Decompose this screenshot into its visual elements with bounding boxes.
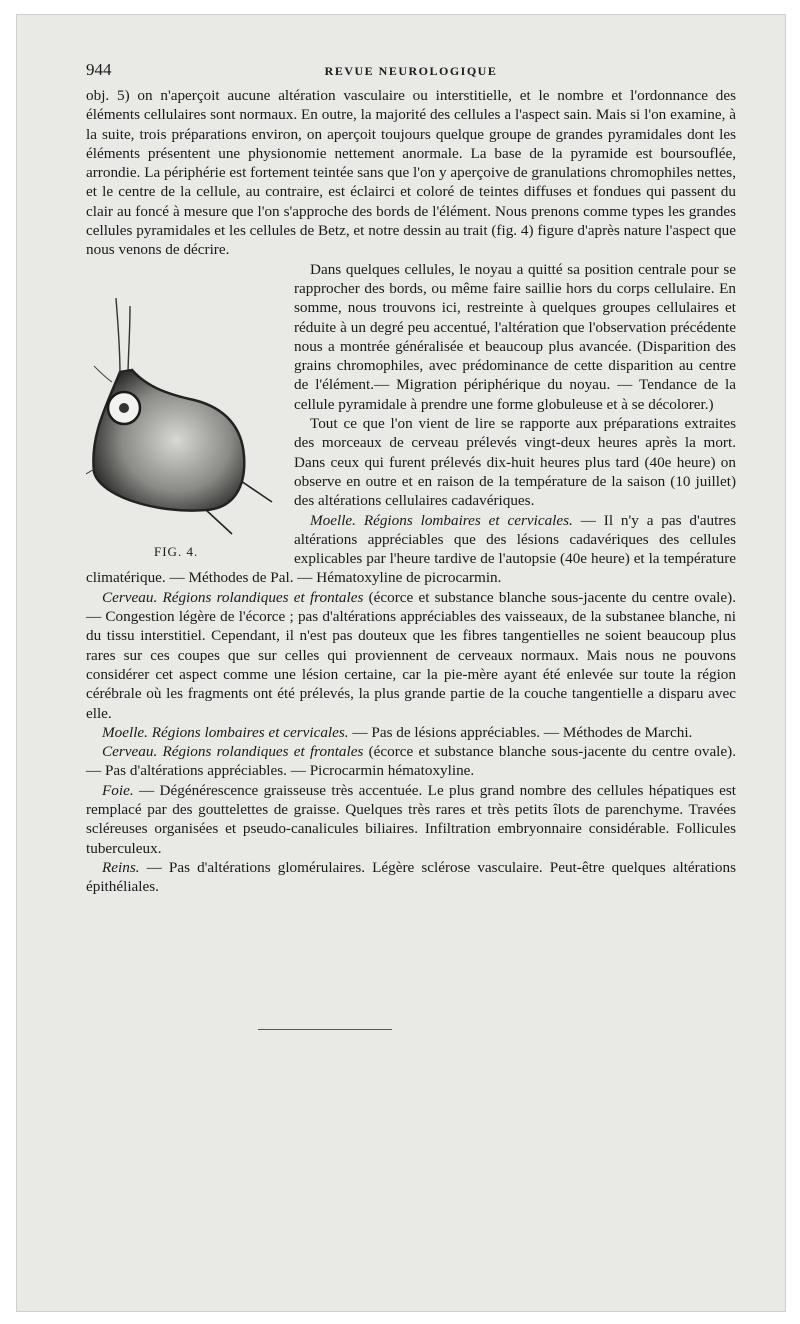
paragraph: Dans quelques cellules, le noyau a quitté sa position centrale pour se rapprocher des bords, ou même faire saillie hors du corps cellulaire. En somme, nous trouvons ici, restreinte à quelques groupes cellulaires et réduite à un degré peu accentué, l'altération que l'observation précédente nous a montrée généralisée et beaucoup plus avancée. (Disparition des grains chromophiles, avec prédominance de cette disparition au centre de l'élément.— Migration périphérique du noyau. — Tendance de la cellule pyramidale à prendre une forme globuleuse et à se décolorer.)	[294, 260, 736, 413]
paragraph: obj. 5) on n'aperçoit aucune altération vasculaire ou interstitielle, et le nombre et l'ordonnance des éléments cellulaires sont normaux. En outre, la majorité des cellules a l'aspect sain. Mais si l'on examine, à la suite, trois préparations environ, on aperçoit toujours quelque groupe de grandes pyramidales dont les éléments présentent une physionomie nettement anormale. La base de la pyramide est boursouflée, arrondie. La périphérie est fortement teintée sans que l'on y aperçoive de granulations chromophiles nettes, et le centre de la cellule, au contraire, est éclairci et coloré de teintes diffuses et fondues qui passent du clair au foncé à mesure que l'on s'approche des bords de l'élément. Nous prenons comme types les grandes cellules pyramidales et les cellules de Betz, et notre dessin au trait (fig. 4) figure d'après nature l'aspect que nous venons de décrire.	[86, 87, 736, 259]
section-body: — Pas de lésions appréciables. — Méthodes de Marchi.	[348, 723, 693, 741]
section-body: (écorce et substance blanche sous-jacente du centre ovale). — Pas d'altérations appréciables. — Picrocarmin hématoxyline.	[86, 743, 736, 780]
section-moelle-2	[86, 723, 736, 742]
figure-4	[82, 260, 288, 559]
running-head: REVUE NEUROLOGIQUE	[324, 64, 498, 78]
pyramidal-cell-drawing	[86, 296, 276, 536]
section-title: Moelle. Régions lombaires et cervicales.	[310, 511, 573, 529]
section-title: Moelle. Régions lombaires et cervicales.	[102, 723, 349, 741]
page-number: 944	[86, 60, 112, 79]
section-title: Foie.	[102, 781, 134, 799]
page-header	[86, 60, 736, 86]
section-cerveau-1	[86, 588, 736, 723]
section-foie	[86, 781, 736, 858]
paragraph: Tout ce que l'on vient de lire se rapporte aux préparations extraites des morceaux de cerveau prélevés vingt-deux heures après la mort. Dans ceux qui furent prélevés dix-huit heures plus tard (40e heure) on observe en outre et en raison de la température de la saison (10 juillet) des altérations cellulaires cadavériques.	[294, 415, 736, 510]
body-text	[86, 86, 736, 896]
section-title: Cerveau. Régions rolandiques et frontales	[102, 588, 364, 606]
section-reins	[86, 858, 736, 897]
closing-rule	[258, 1029, 392, 1030]
section-body: — Il n'y a pas d'autres altérations appréciables que des lésions cadavériques des cellules explicables par l'heure tardive de l'autopsie (40e heure) et la température climatérique. — Méthodes de Pal. — Hématoxyline de picrocarmin.	[86, 511, 737, 587]
section-body: (écorce et substance blanche sous-jacente du centre ovale). — Congestion légère de l'écorce ; pas d'altérations appréciables des vaisseaux, de la substanee blanche, ni du tissu interstitiel. Cependant, il n'est pas douteux que les fibres tangentielles ne soient beaucoup plus rares sur ces coupes que sur celles qui proviennent de cerveaux normaux. Mais nous ne pouvons considérer cet aspect comme une lésion certaine, car la pie-mère ayant été enlevée sur toute la région cérébrale où les fragments ont été prélevés, la plus grande partie de la couche tangentielle a disparu avec elle.	[86, 588, 736, 722]
section-body: — Dégénérescence graisseuse très accentuée. Le plus grand nombre des cellules hépatiques est remplacé par des gouttelettes de graisse. Quelques très rares et très petits îlots de parenchyme. Travées scléreuses organisées et pseudo-canalicules biliaires. Infiltration embryonnaire considérable. Follicules tuberculeux.	[86, 781, 736, 857]
section-title: Reins.	[102, 858, 140, 876]
figure-caption: FIG. 4.	[154, 543, 199, 559]
section-body: — Pas d'altérations glomérulaires. Légère sclérose vasculaire. Peut-être quelques altérations épithéliales.	[86, 858, 736, 896]
section-title: Cerveau. Régions rolandiques et frontales	[102, 743, 364, 761]
section-cerveau-2	[86, 742, 736, 781]
page-content	[86, 60, 736, 896]
